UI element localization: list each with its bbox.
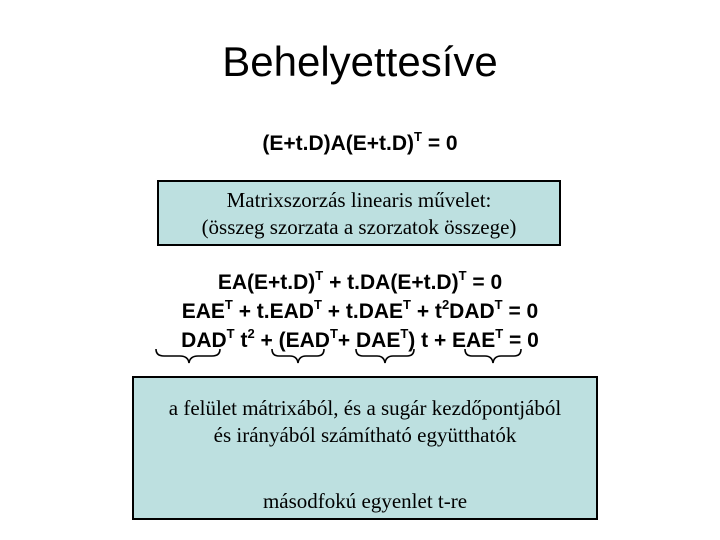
eq3-part-b: + t.EAD — [232, 300, 314, 323]
underbrace-eadt — [272, 349, 324, 363]
coefficients-line-2: és irányából számítható együtthatók — [213, 423, 517, 447]
eq3-part-f: = 0 — [502, 300, 539, 323]
eq4-part-a: DAD — [181, 329, 227, 352]
eq3-sup-1: T — [224, 297, 233, 312]
eq3-part-a: EAE — [181, 300, 225, 323]
eq4-sup-4: T — [400, 326, 409, 341]
equation-3 — [0, 297, 720, 324]
equation-2 — [0, 268, 720, 295]
coefficients-line-1: a felület mátrixából, és a sugár kezdőpontjából — [168, 396, 562, 420]
eq3-sup-5: T — [494, 297, 503, 312]
eq4-part-c: + (EAD — [254, 329, 330, 352]
note-line-2: (összeg szorzata a szorzatok összege) — [201, 215, 517, 239]
eq2-part-b: + t.DA(E+t.D) — [323, 271, 459, 294]
eq1-part-a: (E+t.D)A(E+t.D) — [262, 132, 415, 155]
eq4-sup-2: 2 — [247, 326, 255, 341]
eq4-part-d: + DAE — [337, 329, 401, 352]
coefficients-note — [132, 376, 598, 520]
eq4-sup-5: T — [495, 326, 504, 341]
eq4-part-b: t — [234, 329, 248, 352]
eq2-part-a: EA(E+t.D) — [217, 271, 316, 294]
eq1-sup: T — [414, 129, 422, 144]
eq3-sup-4: 2 — [441, 297, 450, 312]
equation-1 — [0, 129, 720, 156]
underbrace-daet — [356, 349, 414, 363]
underbrace-eaet — [465, 349, 521, 363]
eq3-sup-3: T — [403, 297, 411, 312]
eq3-sup-2: T — [313, 297, 322, 312]
eq3-part-e: DAD — [449, 300, 495, 323]
underbraces — [0, 346, 720, 370]
eq2-sup-2: T — [458, 268, 467, 283]
eq1-part-b: = 0 — [422, 132, 458, 155]
underbrace-dadt — [156, 349, 220, 363]
eq2-part-c: = 0 — [466, 271, 503, 294]
matrix-multiplication-note — [157, 180, 561, 246]
eq3-part-c: + t.DAE — [321, 300, 404, 323]
eq4-part-f: = 0 — [503, 329, 539, 352]
eq4-sup-1: T — [226, 326, 235, 341]
eq4-sup-3: T — [329, 326, 338, 341]
eq3-part-d: + t — [411, 300, 442, 323]
eq2-sup-1: T — [315, 268, 324, 283]
note-line-1: Matrixszorzás linearis művelet: — [226, 188, 492, 212]
quadratic-equation-label: másodfokú egyenlet t-re — [262, 489, 468, 513]
eq4-part-e: ) t + EAE — [408, 329, 496, 352]
slide-title: Behelyettesíve — [222, 38, 498, 85]
